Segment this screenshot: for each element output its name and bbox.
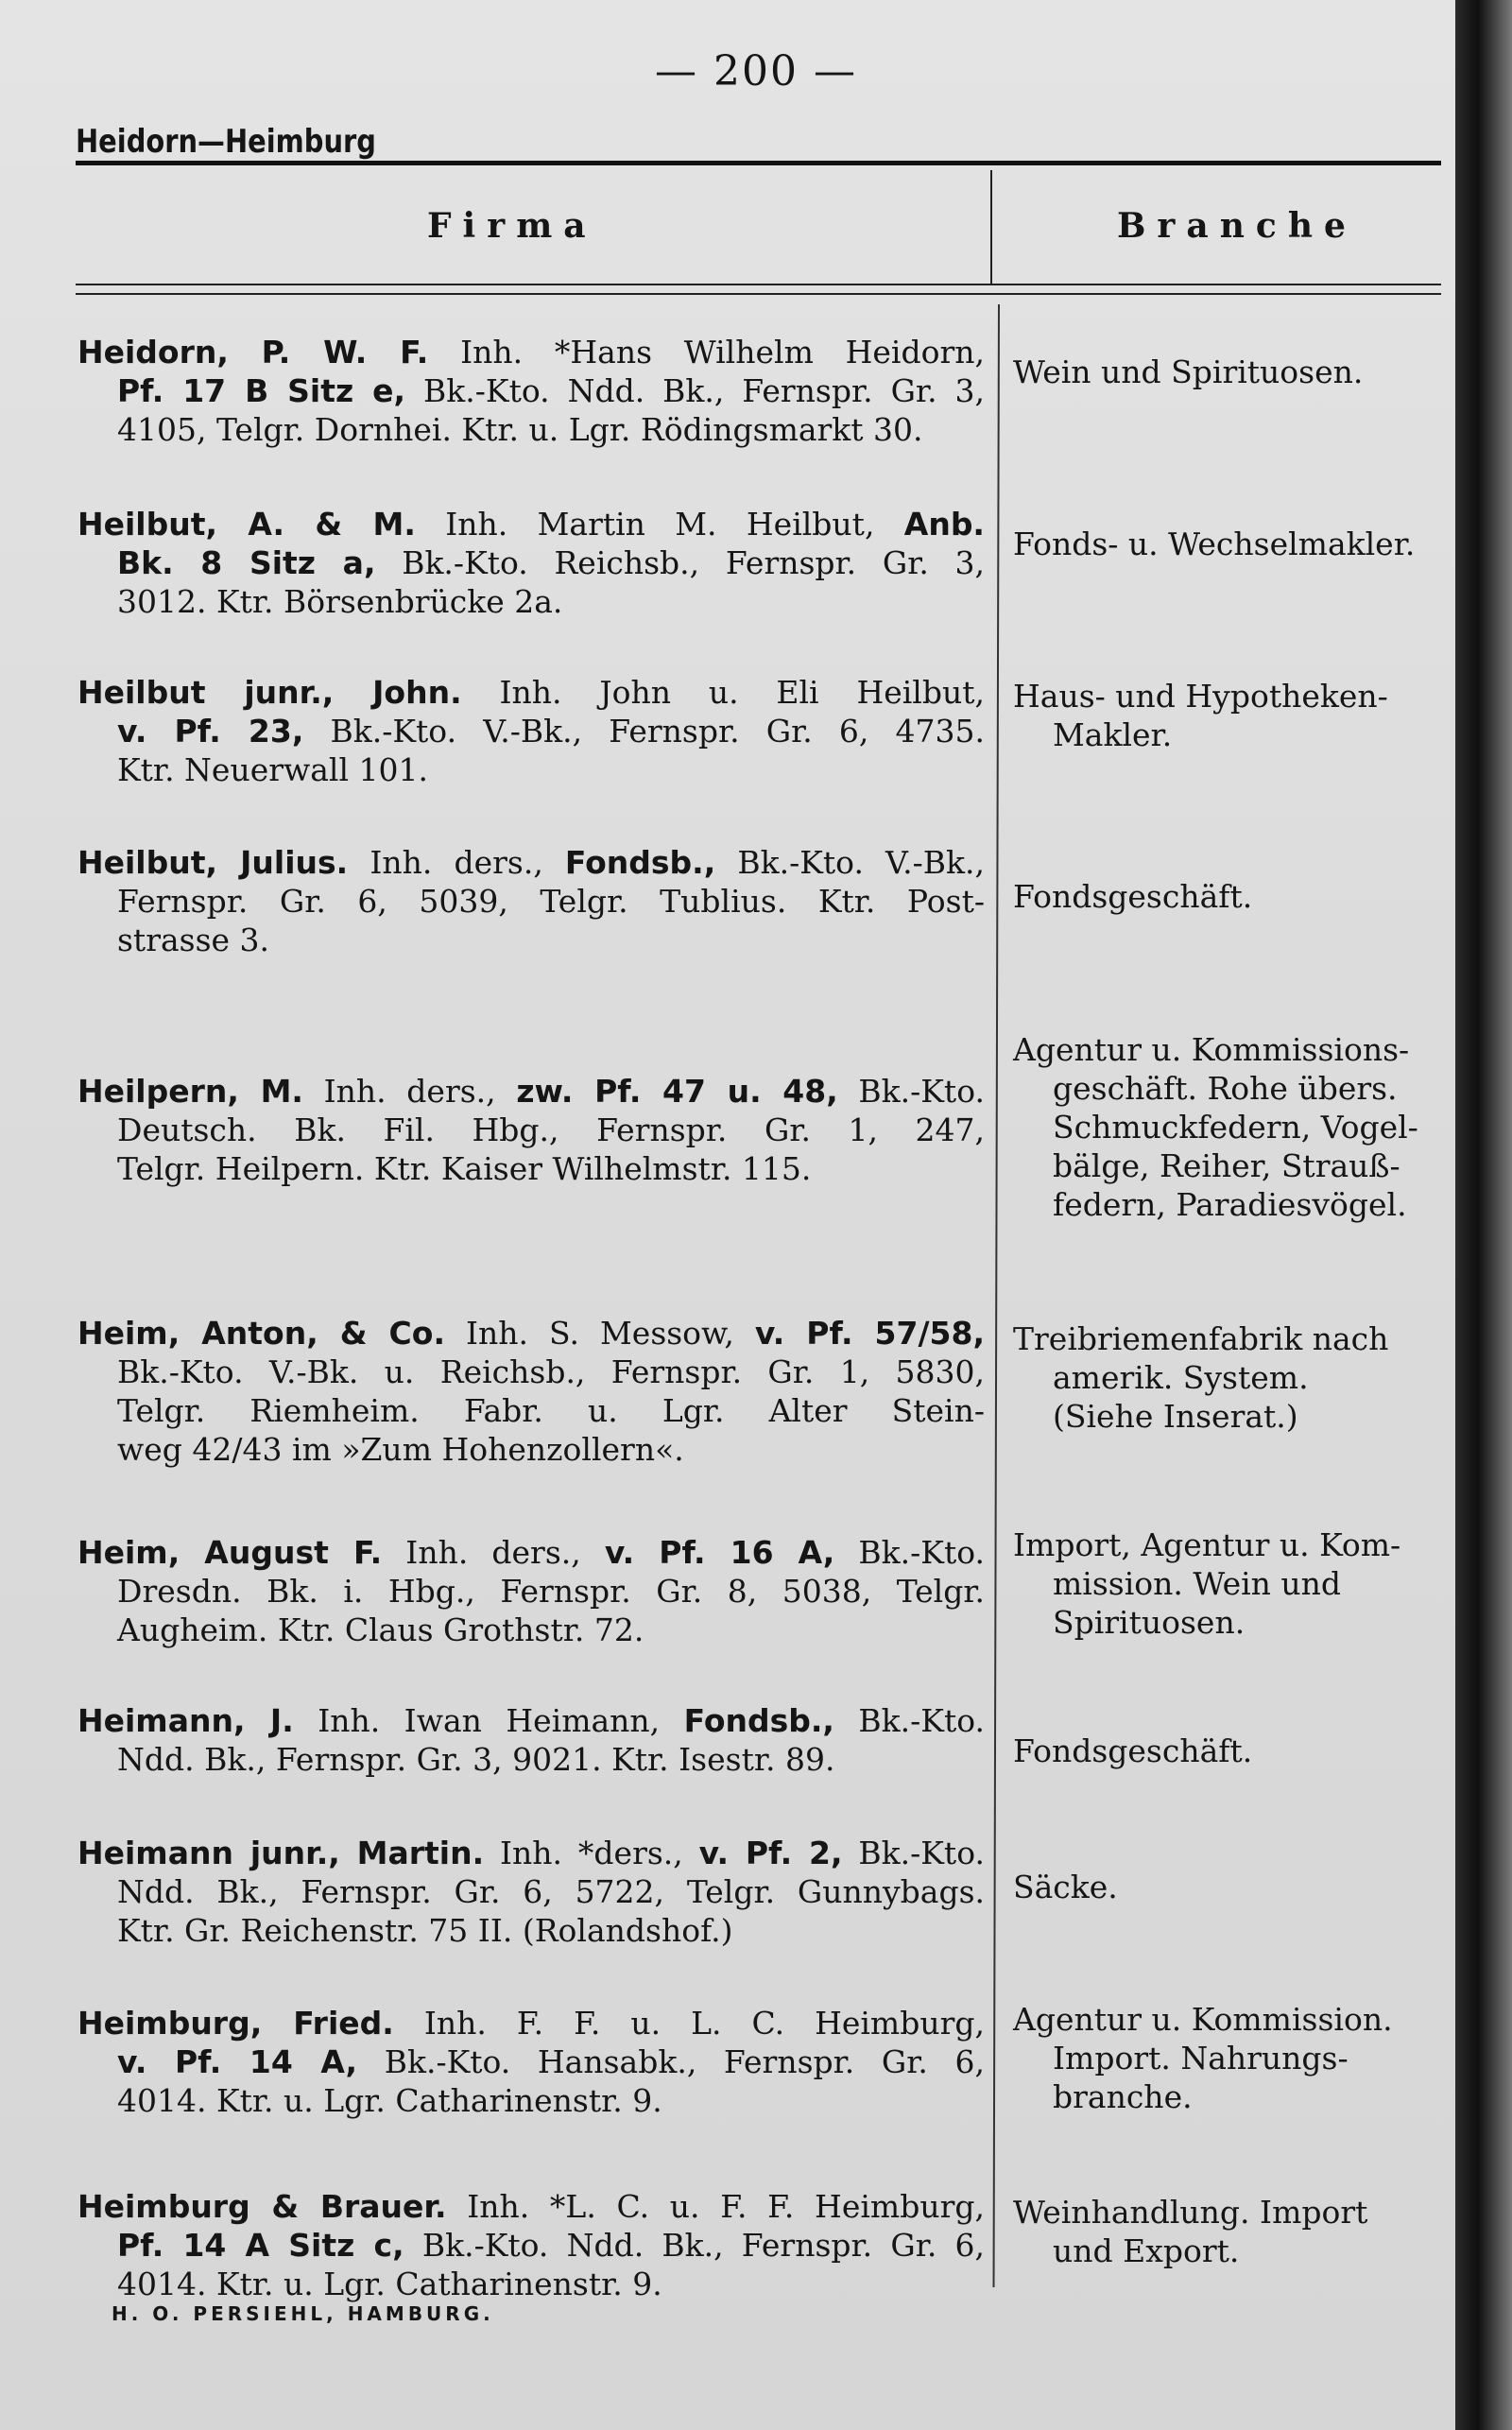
entry-text: weg 42/43 im »Zum Hohenzollern«. xyxy=(117,1431,684,1468)
header-double-rule-top xyxy=(76,284,1441,285)
entry-text: Inh. Martin M. Heilbut, xyxy=(445,506,875,543)
branche-line: federn, Paradiesvögel. xyxy=(1053,1186,1407,1223)
firm-name: Heilbut, A. & M. xyxy=(77,506,416,543)
branche-line: bälge, Reiher, Strauß- xyxy=(1053,1147,1400,1184)
entry-text: Inh. *ders., xyxy=(500,1835,683,1871)
entry-text: Inh. S. Messow, xyxy=(466,1315,734,1352)
entry-heimann-j xyxy=(77,1701,985,1779)
entry-heimann-junr-martin xyxy=(77,1834,985,1950)
entry-text: Bk.-Kto. Hansabk., Fernspr. Gr. 6, xyxy=(384,2043,985,2080)
entry-text: strasse 3. xyxy=(117,922,270,958)
branche-line: Weinhandlung. Import xyxy=(1013,2194,1368,2231)
entry-text: Ndd. Bk., Fernspr. Gr. 6, 5722, Telgr. Gunnybags. xyxy=(117,1873,985,1910)
entry-text-bold: v. Pf. 2, xyxy=(698,1835,843,1871)
branche-heidorn xyxy=(1013,353,1457,391)
entry-text: Telgr. Heilpern. Ktr. Kaiser Wilhelmstr. 115. xyxy=(117,1150,812,1187)
entry-text-bold: Fondsb., xyxy=(564,844,716,881)
entry-text: Inh. F. F. u. L. C. Heimburg, xyxy=(423,2005,985,2042)
page-edge-shadow xyxy=(1455,0,1512,2430)
branche-line: und Export. xyxy=(1053,2232,1240,2269)
entry-text: Inh. ders., xyxy=(405,1534,581,1571)
entry-text: Bk.-Kto. V.-Bk. u. Reichsb., Fernspr. Gr. 1, 5830, xyxy=(117,1353,985,1390)
entry-text: Inh. John u. Eli Heilbut, xyxy=(499,674,985,711)
entry-text: Ndd. Bk., Fernspr. Gr. 3, 9021. Ktr. Isestr. 89. xyxy=(117,1741,835,1778)
firm-name: Heidorn, P. W. F. xyxy=(77,334,429,371)
entry-text-bold: v. Pf. 57/58, xyxy=(754,1315,985,1352)
branche-line: Haus- und Hypotheken- xyxy=(1013,678,1388,715)
branche-line: Import, Agentur u. Kom- xyxy=(1013,1526,1401,1563)
entry-text-bold: Pf. 17 B Sitz e, xyxy=(117,372,406,409)
entry-text: 3012. Ktr. Börsenbrücke 2a. xyxy=(117,583,563,620)
branche-line: Agentur u. Kommissions- xyxy=(1013,1031,1410,1068)
entry-heim-anton xyxy=(77,1314,985,1469)
entry-heimburg-brauer xyxy=(77,2187,985,2303)
branche-line: geschäft. Rohe übers. xyxy=(1053,1070,1398,1107)
entry-text: Dresdn. Bk. i. Hbg., Fernspr. Gr. 8, 5038, Telgr. xyxy=(117,1573,985,1610)
entry-heilbut-junr xyxy=(77,673,985,789)
entry-text-bold: v. Pf. 14 A, xyxy=(117,2043,358,2080)
entry-heimburg-fried xyxy=(77,2004,985,2120)
page-number: — 200 — xyxy=(655,47,857,95)
entry-text: Bk.-Kto. Ndd. Bk., Fernspr. Gr. 3, xyxy=(423,372,985,409)
firm-name: Heilpern, M. xyxy=(77,1073,303,1110)
branche-line: Schmuckfedern, Vogel- xyxy=(1053,1109,1418,1146)
branche-line: branche. xyxy=(1053,2078,1193,2115)
firm-name: Heim, August F. xyxy=(77,1534,383,1571)
branche-line: Agentur u. Kommission. xyxy=(1013,2001,1393,2038)
entry-text: Inh. Iwan Heimann, xyxy=(318,1702,661,1739)
entry-text: Bk.-Kto. xyxy=(858,1073,985,1110)
branche-heimburg-brauer xyxy=(1013,2193,1457,2270)
entry-text-bold: Pf. 14 A Sitz c, xyxy=(117,2227,404,2264)
branche-line: mission. Wein und xyxy=(1053,1565,1342,1602)
branche-heimann-j xyxy=(1013,1732,1457,1770)
column-header-branche: Branche xyxy=(1117,206,1357,246)
branche-heilbut-a-m xyxy=(1013,525,1457,563)
branche-heilbut-julius xyxy=(1013,877,1457,916)
branche-line: amerik. System. xyxy=(1053,1359,1309,1396)
branche-heim-anton xyxy=(1013,1319,1457,1436)
branche-line: Fondsgeschäft. xyxy=(1013,1732,1253,1769)
entry-heilpern xyxy=(77,1072,985,1188)
entry-text: Bk.-Kto. xyxy=(858,1702,985,1739)
branche-line: (Siehe Inserat.) xyxy=(1053,1398,1298,1435)
column-header-firma: Firma xyxy=(427,206,597,246)
entry-text-bold: zw. Pf. 47 u. 48, xyxy=(516,1073,838,1110)
branche-heilpern xyxy=(1013,1030,1457,1224)
entry-text: Bk.-Kto. Reichsb., Fernspr. Gr. 3, xyxy=(402,544,986,581)
firm-name: Heimann, J. xyxy=(77,1702,294,1739)
entry-text: 4014. Ktr. u. Lgr. Catharinenstr. 9. xyxy=(117,2082,662,2119)
branche-line: Wein und Spirituosen. xyxy=(1013,353,1364,390)
branche-line: Import. Nahrungs- xyxy=(1053,2040,1349,2077)
entry-text: 4105, Telgr. Dornhei. Ktr. u. Lgr. Rödingsmarkt 30. xyxy=(117,411,923,448)
entry-text: Bk.-Kto. V.-Bk., Fernspr. Gr. 6, 4735. xyxy=(330,713,985,750)
branche-line: Makler. xyxy=(1053,716,1173,753)
entry-text: Deutsch. Bk. Fil. Hbg., Fernspr. Gr. 1, 247, xyxy=(117,1112,985,1148)
entry-text: Augheim. Ktr. Claus Grothstr. 72. xyxy=(117,1611,644,1648)
printer-imprint: H. O. PERSIEHL, HAMBURG. xyxy=(112,2302,494,2325)
firm-name: Heim, Anton, & Co. xyxy=(77,1315,445,1352)
entry-heidorn xyxy=(77,333,985,449)
entry-text: Telgr. Riemheim. Fabr. u. Lgr. Alter Stein- xyxy=(117,1392,985,1429)
firm-name: Heilbut junr., John. xyxy=(77,674,462,711)
branche-heim-august xyxy=(1013,1525,1457,1642)
branche-line: Säcke. xyxy=(1013,1869,1118,1905)
branche-line: Fonds- u. Wechselmakler. xyxy=(1013,526,1416,562)
header-double-rule-bottom xyxy=(76,293,1441,295)
entry-text: Bk.-Kto. Ndd. Bk., Fernspr. Gr. 6, xyxy=(421,2227,985,2264)
entry-heilbut-julius xyxy=(77,843,985,959)
branche-line: Fondsgeschäft. xyxy=(1013,878,1253,915)
entry-text: Inh. ders., xyxy=(323,1073,496,1110)
header-column-divider xyxy=(990,170,992,284)
firm-name: Heimburg, Fried. xyxy=(77,2005,394,2042)
entry-text: Inh. *L. C. u. F. F. Heimburg, xyxy=(467,2188,985,2225)
branche-heilbut-junr xyxy=(1013,677,1457,754)
entry-text: 4014. Ktr. u. Lgr. Catharinenstr. 9. xyxy=(117,2266,662,2302)
entry-text-bold: v. Pf. 23, xyxy=(117,713,304,750)
firm-name: Heimann junr., Martin. xyxy=(77,1835,485,1871)
entry-text: Ktr. Neuerwall 101. xyxy=(117,751,429,788)
entry-text: Inh. *Hans Wilhelm Heidorn, xyxy=(460,334,985,371)
branche-line: Treibriemenfabrik nach xyxy=(1013,1320,1389,1357)
entry-text-bold: Anb. xyxy=(903,506,985,543)
entry-text: Bk.-Kto. V.-Bk., xyxy=(737,844,985,881)
entry-text: Ktr. Gr. Reichenstr. 75 II. (Rolandshof.) xyxy=(117,1912,733,1949)
running-head: Heidorn—Heimburg xyxy=(76,123,376,161)
branche-line: Spirituosen. xyxy=(1053,1604,1246,1641)
entry-text: Fernspr. Gr. 6, 5039, Telgr. Tublius. Ktr. Post- xyxy=(117,883,985,920)
header-rule xyxy=(76,161,1441,165)
branche-heimann-junr-martin xyxy=(1013,1868,1457,1906)
entry-heilbut-a-m xyxy=(77,505,985,621)
firm-name: Heimburg & Brauer. xyxy=(77,2188,447,2225)
entry-text-bold: v. Pf. 16 A, xyxy=(604,1534,835,1571)
firm-name: Heilbut, Julius. xyxy=(77,844,349,881)
entry-text: Bk.-Kto. xyxy=(858,1835,985,1871)
entry-text-bold: Bk. 8 Sitz a, xyxy=(117,544,376,581)
entry-heim-august xyxy=(77,1533,985,1649)
entry-text: Inh. ders., xyxy=(369,844,543,881)
branche-heimburg-fried xyxy=(1013,2000,1457,2116)
entry-text-bold: Fondsb., xyxy=(683,1702,834,1739)
entry-text: Bk.-Kto. xyxy=(858,1534,986,1571)
